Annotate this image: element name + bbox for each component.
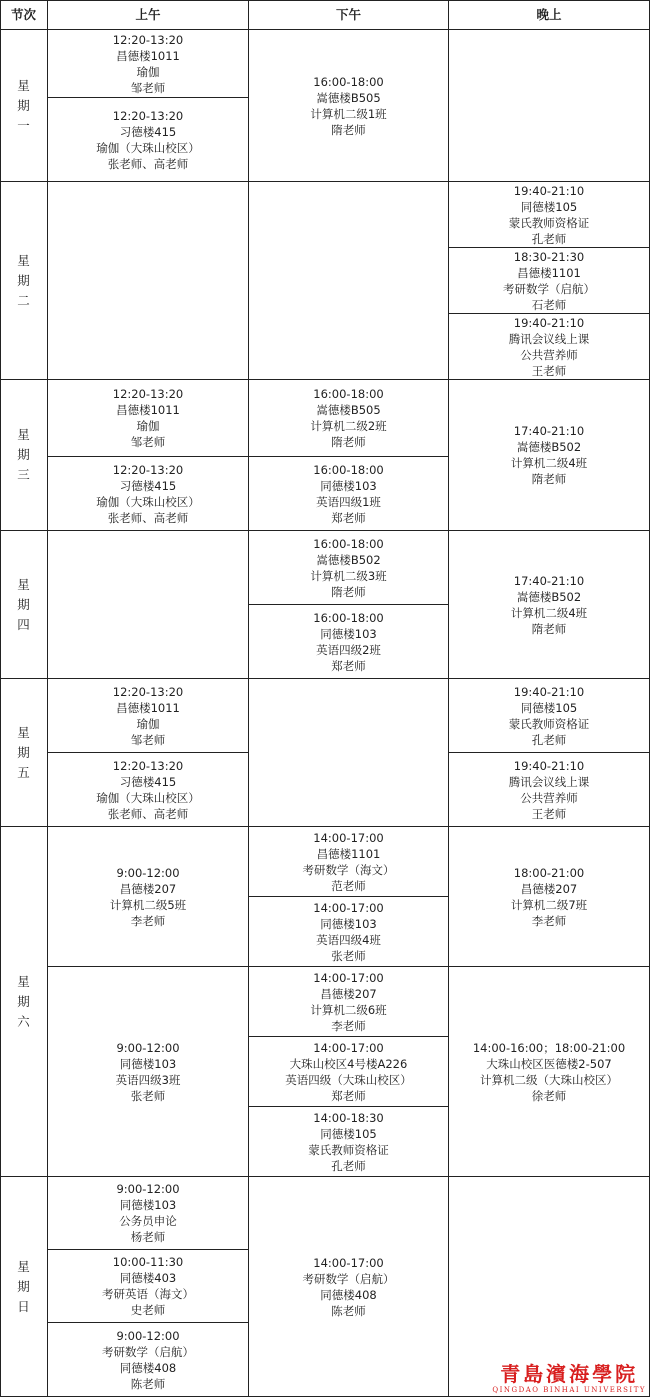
class-cell-line: 同德楼408 xyxy=(119,1360,177,1375)
class-cell-line: 公务员申论 xyxy=(119,1214,177,1228)
class-cell-line: 17:40-21:10 xyxy=(513,573,585,588)
class-cell-line: 陈老师 xyxy=(130,1376,166,1391)
class-cell-line: 19:40-21:10 xyxy=(513,315,585,330)
class-cell-line: 郑老师 xyxy=(331,1088,366,1103)
class-cell xyxy=(48,1177,249,1250)
day-label-tue xyxy=(0,182,48,380)
class-cell-line: 杨老师 xyxy=(130,1230,166,1244)
class-cell-line: 昌德楼207 xyxy=(520,881,578,896)
class-cell-line: 瑜伽 xyxy=(136,64,160,79)
class-cell-line: 昌德楼1011 xyxy=(116,700,180,715)
class-cell-line: 张老师、高老师 xyxy=(107,510,189,525)
class-cell-line: 王老师 xyxy=(531,363,567,378)
class-cell-line: 同德楼103 xyxy=(119,1056,177,1071)
class-cell-line: 10:00-11:30 xyxy=(112,1255,184,1269)
logo-english-name: QINGDAO BINHAI UNIVERSITY xyxy=(492,1386,646,1394)
day-label-sun xyxy=(0,1177,48,1397)
class-cell-line: 同德楼408 xyxy=(320,1287,377,1302)
class-cell-line: 昌德楼1011 xyxy=(116,403,180,417)
class-cell-line: 邹老师 xyxy=(130,435,166,449)
class-cell-line: 嵩德楼B505 xyxy=(316,90,381,105)
class-cell-line: 9:00-12:00 xyxy=(116,1182,180,1196)
empty-cell xyxy=(449,30,650,182)
class-cell xyxy=(449,967,650,1177)
header-morning xyxy=(48,0,249,30)
class-cell-line: 瑜伽（大珠山校区） xyxy=(96,140,200,155)
class-cell-line: 计算机二级4班 xyxy=(510,456,588,470)
class-cell-line: 隋老师 xyxy=(331,584,366,599)
class-cell-line: 12:20-13:20 xyxy=(112,758,184,773)
class-cell-line: 计算机二级4班 xyxy=(510,605,588,620)
class-cell-line: 陈老师 xyxy=(331,1303,366,1318)
logo-chinese-name: 青島濱海學院 xyxy=(500,1362,639,1386)
class-cell xyxy=(449,827,650,967)
class-cell xyxy=(449,248,650,314)
class-cell-line: 李老师 xyxy=(331,1018,366,1033)
class-cell-line: 考研数学（启航） xyxy=(503,281,595,296)
class-cell-line: 瑜伽 xyxy=(136,419,160,433)
class-cell-line: 18:00-21:00 xyxy=(513,865,585,880)
class-cell xyxy=(249,827,449,897)
class-cell xyxy=(449,380,650,531)
class-cell-line: 16:00-18:00 xyxy=(313,387,384,401)
class-cell-line: 16:00-18:00 xyxy=(313,610,384,625)
class-cell-line: 计算机二级3班 xyxy=(310,568,387,583)
class-cell-line: 14:00-17:00 xyxy=(313,1255,384,1270)
class-cell-line: 计算机二级2班 xyxy=(310,419,387,433)
class-cell xyxy=(48,967,249,1177)
class-cell-line: 17:40-21:10 xyxy=(513,424,585,438)
class-cell-line: 习德楼415 xyxy=(119,774,177,789)
empty-cell xyxy=(249,679,449,827)
header-evening-label: 晚上 xyxy=(536,6,562,22)
class-cell-line: 14:00-16:00；18:00-21:00 xyxy=(472,1040,626,1055)
class-cell-line: 嵩德楼B505 xyxy=(316,403,381,417)
class-cell-line: 习德楼415 xyxy=(119,124,177,139)
class-cell xyxy=(48,30,249,98)
class-cell-line: 隋老师 xyxy=(531,621,567,636)
class-cell xyxy=(48,98,249,182)
class-cell-line: 同德楼103 xyxy=(119,1198,177,1212)
class-cell-line: 14:00-17:00 xyxy=(313,1040,384,1055)
class-cell-line: 9:00-12:00 xyxy=(116,865,180,880)
class-cell-line: 考研数学（海文） xyxy=(302,862,395,877)
class-cell xyxy=(449,182,650,248)
header-afternoon xyxy=(249,0,449,30)
university-logo xyxy=(492,1362,646,1395)
class-cell-line: 瑜伽（大珠山校区） xyxy=(96,790,200,805)
day-label-text: 星期四 xyxy=(17,576,30,632)
class-cell-line: 16:00-18:00 xyxy=(313,536,384,551)
class-cell-line: 12:20-13:20 xyxy=(112,108,184,123)
day-label-sat xyxy=(0,827,48,1177)
class-cell-line: 昌德楼1101 xyxy=(517,265,581,280)
class-cell-line: 大珠山校区4号楼A226 xyxy=(289,1056,408,1071)
class-cell-line: 嵩德楼B502 xyxy=(516,440,582,454)
header-evening xyxy=(449,0,650,30)
class-cell xyxy=(449,679,650,753)
class-cell-line: 考研数学（启航） xyxy=(302,1271,395,1286)
class-cell xyxy=(249,531,449,605)
class-cell-line: 李老师 xyxy=(130,913,166,928)
class-cell-line: 同德楼103 xyxy=(320,626,377,641)
class-cell-line: 郑老师 xyxy=(331,510,366,525)
class-cell-line: 王老师 xyxy=(531,806,567,821)
class-cell-line: 公共营养师 xyxy=(520,347,578,362)
class-cell-line: 19:40-21:10 xyxy=(513,684,585,699)
day-label-wed xyxy=(0,380,48,531)
class-cell-line: 孔老师 xyxy=(531,732,567,747)
class-cell-line: 同德楼105 xyxy=(520,199,578,214)
class-cell-line: 14:00-17:00 xyxy=(313,970,384,985)
class-cell-line: 石老师 xyxy=(531,297,567,312)
class-cell xyxy=(249,380,449,457)
class-cell-line: 蒙氏教师资格证 xyxy=(308,1142,389,1157)
class-cell-line: 孔老师 xyxy=(331,1158,366,1173)
class-cell-line: 计算机二级1班 xyxy=(310,106,387,121)
class-cell-line: 瑜伽（大珠山校区） xyxy=(96,494,200,509)
class-cell xyxy=(249,30,449,182)
class-cell-line: 史老师 xyxy=(130,1303,166,1317)
class-cell-line: 张老师、高老师 xyxy=(107,806,189,821)
class-cell xyxy=(249,457,449,531)
class-cell-line: 12:20-13:20 xyxy=(112,387,184,401)
class-cell xyxy=(249,605,449,679)
class-cell-line: 同德楼103 xyxy=(320,916,377,931)
day-label-mon xyxy=(0,30,48,182)
class-cell-line: 邹老师 xyxy=(130,732,166,747)
class-cell xyxy=(249,897,449,967)
class-cell-line: 16:00-18:00 xyxy=(313,462,384,477)
class-cell-line: 腾讯会议线上课 xyxy=(508,774,590,789)
class-cell-line: 计算机二级7班 xyxy=(510,897,588,912)
class-cell-line: 昌德楼207 xyxy=(320,986,377,1001)
class-cell-line: 英语四级4班 xyxy=(316,932,381,947)
header-section-label: 节次 xyxy=(10,6,36,22)
header-morning-label: 上午 xyxy=(135,6,161,22)
class-cell-line: 英语四级1班 xyxy=(316,494,381,509)
class-cell-line: 同德楼105 xyxy=(520,700,578,715)
class-cell-line: 公共营养师 xyxy=(520,790,578,805)
class-cell xyxy=(48,753,249,827)
class-cell-line: 范老师 xyxy=(331,878,366,893)
class-cell-line: 同德楼103 xyxy=(320,478,377,493)
class-cell-line: 嵩德楼B502 xyxy=(516,589,582,604)
class-cell-line: 邹老师 xyxy=(130,80,166,95)
class-cell-line: 14:00-17:00 xyxy=(313,830,384,845)
class-cell-line: 9:00-12:00 xyxy=(116,1328,180,1343)
class-cell-line: 19:40-21:10 xyxy=(513,758,585,773)
class-cell-line: 计算机二级5班 xyxy=(109,897,187,912)
class-cell-line: 16:00-18:00 xyxy=(313,74,384,89)
class-cell-line: 张老师、高老师 xyxy=(107,156,189,171)
class-cell-line: 隋老师 xyxy=(331,122,366,137)
class-cell-line: 英语四级（大珠山校区） xyxy=(285,1072,412,1087)
class-cell xyxy=(48,457,249,531)
class-cell-line: 瑜伽 xyxy=(136,716,160,731)
class-cell-line: 18:30-21:30 xyxy=(513,249,585,264)
class-cell xyxy=(48,1323,249,1397)
class-cell-line: 英语四级3班 xyxy=(115,1072,181,1087)
class-cell xyxy=(48,679,249,753)
class-cell-line: 12:20-13:20 xyxy=(112,32,184,47)
class-cell-line: 考研英语（海文） xyxy=(102,1287,194,1301)
class-cell-line: 昌德楼207 xyxy=(119,881,177,896)
header-afternoon-label: 下午 xyxy=(335,6,361,22)
day-label-thu xyxy=(0,531,48,679)
class-cell xyxy=(48,827,249,967)
class-cell-line: 隋老师 xyxy=(531,472,567,486)
class-cell-line: 郑老师 xyxy=(331,658,366,673)
class-cell-line: 嵩德楼B502 xyxy=(316,552,381,567)
class-cell-line: 计算机二级6班 xyxy=(310,1002,387,1017)
class-cell-line: 英语四级2班 xyxy=(316,642,381,657)
day-label-fri xyxy=(0,679,48,827)
empty-cell xyxy=(48,531,249,679)
class-cell-line: 同德楼105 xyxy=(320,1126,377,1141)
class-cell-line: 习德楼415 xyxy=(119,478,177,493)
class-cell-line: 考研数学（启航） xyxy=(102,1344,194,1359)
day-label-text: 星期二 xyxy=(17,252,30,308)
class-cell-line: 李老师 xyxy=(531,913,567,928)
class-cell-line: 隋老师 xyxy=(331,435,366,449)
day-label-text: 星期五 xyxy=(17,724,30,780)
class-cell xyxy=(249,1177,449,1397)
class-cell-line: 徐老师 xyxy=(531,1088,567,1103)
class-cell-line: 计算机二级（大珠山校区） xyxy=(480,1072,618,1087)
day-label-text: 星期六 xyxy=(17,973,30,1029)
class-cell-line: 同德楼403 xyxy=(119,1271,177,1285)
class-cell xyxy=(449,753,650,827)
day-label-text: 星期三 xyxy=(17,427,30,482)
header-section xyxy=(0,0,48,30)
class-cell-line: 14:00-18:30 xyxy=(313,1110,384,1125)
empty-cell xyxy=(249,182,449,380)
class-cell-line: 腾讯会议线上课 xyxy=(508,331,590,346)
class-cell-line: 蒙氏教师资格证 xyxy=(508,716,590,731)
class-cell-line: 19:40-21:10 xyxy=(513,183,585,198)
class-cell xyxy=(48,1250,249,1323)
class-cell-line: 大珠山校区医德楼2-507 xyxy=(486,1056,612,1071)
class-cell xyxy=(449,531,650,679)
class-cell-line: 昌德楼1011 xyxy=(116,48,180,63)
class-cell xyxy=(249,1037,449,1107)
class-cell-line: 孔老师 xyxy=(531,231,567,246)
day-label-text: 星期日 xyxy=(17,1258,30,1314)
class-cell-line: 昌德楼1101 xyxy=(316,846,381,861)
day-label-text: 星期一 xyxy=(17,77,30,133)
class-cell-line: 9:00-12:00 xyxy=(116,1040,180,1055)
class-cell xyxy=(449,314,650,380)
class-cell-line: 14:00-17:00 xyxy=(313,900,384,915)
class-cell-line: 12:20-13:20 xyxy=(112,462,184,477)
class-cell-line: 12:20-13:20 xyxy=(112,684,184,699)
class-cell xyxy=(249,967,449,1037)
class-cell-line: 蒙氏教师资格证 xyxy=(508,215,590,230)
empty-cell xyxy=(48,182,249,380)
class-cell-line: 张老师 xyxy=(331,948,366,963)
class-cell-line: 张老师 xyxy=(130,1088,166,1103)
class-cell xyxy=(249,1107,449,1177)
class-cell xyxy=(48,380,249,457)
